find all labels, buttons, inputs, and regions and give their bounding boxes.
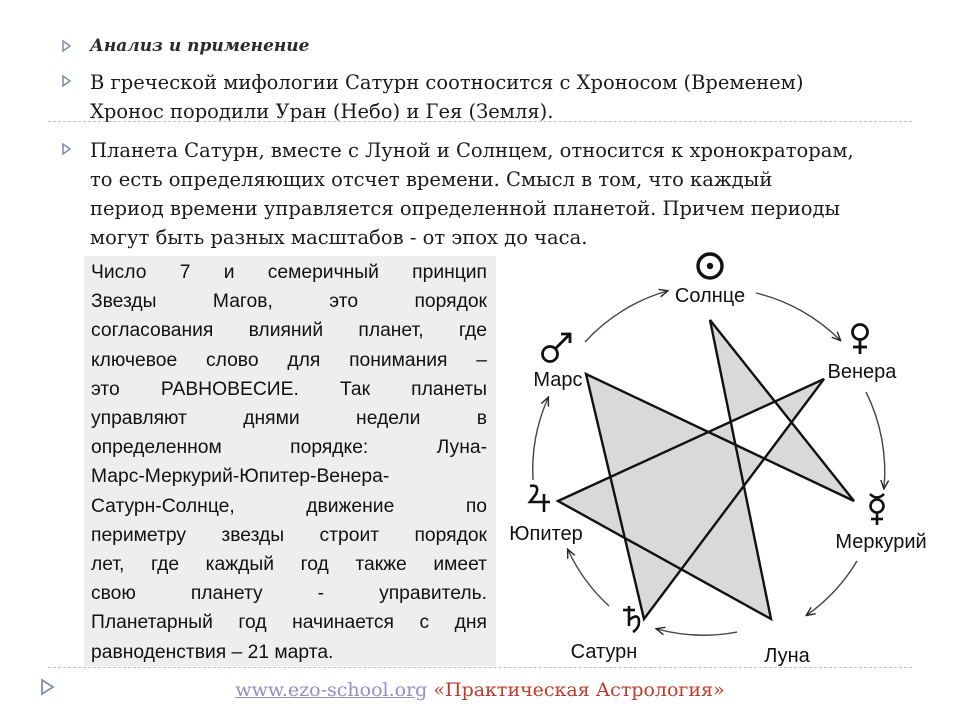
paragraph-line: свою планету - управитель. [91, 583, 487, 605]
arc-saturn-jupiter [568, 550, 609, 606]
bullet-triangle-icon [62, 143, 74, 157]
paragraph-line: ключевое слово для понимания – [91, 349, 487, 371]
planet-label-venus: Венера [827, 361, 897, 383]
paragraph-line: Планетарный год начинается с дня [91, 612, 487, 634]
bullet-line: В греческой мифологии Сатурн соотносится с Хроносом (Временем) [90, 71, 804, 94]
bullet-mythology [90, 68, 910, 126]
paragraph-line: это РАВНОВЕСИЕ. Так планеты [91, 378, 487, 400]
site-link[interactable]: www.ezo-school.org [235, 679, 428, 701]
divider [48, 121, 912, 122]
bullet-triangle-icon [62, 40, 74, 54]
bullet-line: период времени управляется определенной планетой. Причем периоды [90, 197, 841, 220]
course-title: «Практическая Астрология» [433, 679, 725, 701]
paragraph-line: лет, где каждый год также имеет [91, 554, 487, 576]
paragraph-line: согласования влияний планет, где [91, 320, 487, 342]
bullet-line: Планета Сатурн, вместе с Луной и Солнцем, относится к хронократорам, [90, 139, 854, 162]
arc-venus-mercury [866, 392, 885, 488]
sun-symbol-icon [698, 254, 722, 278]
paragraph-line: управляют днями недели в [91, 408, 487, 430]
mars-symbol-icon [543, 334, 571, 362]
paragraph-line: периметру звезды строит порядок [91, 524, 487, 546]
jupiter-symbol-icon [530, 486, 550, 512]
bullet-line: могут быть разных масштабов - от эпох до часа. [90, 226, 588, 249]
bullet-chronocrators [90, 136, 910, 252]
planet-label-mercury: Меркурий [835, 531, 927, 553]
moon-symbol-icon [777, 608, 790, 634]
seven-principle-paragraph [91, 258, 487, 667]
paragraph-line: Сатурн-Солнце, движение по [91, 495, 487, 517]
planet-label-mars: Марс [533, 369, 583, 391]
paragraph-line: Звезды Магов, это порядок [91, 291, 487, 313]
arc-jupiter-mars [533, 398, 548, 480]
saturn-symbol-icon [623, 606, 639, 632]
footer [0, 679, 960, 701]
planet-label-saturn: Сатурн [570, 641, 638, 663]
arc-mars-sun [585, 291, 667, 342]
paragraph-line: Марс-Меркурий-Юпитер-Венера- [91, 466, 390, 488]
arc-mercury-moon [807, 561, 857, 615]
planet-label-sun: Солнце [674, 285, 746, 307]
star-of-magi-diagram [500, 248, 940, 678]
arc-sun-venus [756, 293, 840, 340]
paragraph-line: равноденствия – 21 марта. [91, 641, 334, 663]
paragraph-line: Число 7 и семеричный принцип [91, 262, 487, 283]
planet-label-jupiter: Юпитер [509, 523, 583, 545]
divider [48, 667, 912, 668]
venus-symbol-icon [853, 325, 868, 355]
bullet-triangle-icon [62, 75, 74, 89]
bullet-heading: Анализ и применение [90, 36, 310, 56]
bullet-line: то есть определяющих отсчет времени. Смысл в том, что каждый [90, 168, 773, 191]
planet-label-moon: Луна [764, 645, 810, 667]
arc-moon-saturn [657, 629, 737, 635]
mercury-symbol-icon [870, 494, 884, 525]
bullet-line: Хронос породили Уран (Небо) и Гея (Земля). [90, 100, 554, 123]
paragraph-line: определенном порядке: Луна- [91, 437, 487, 459]
heptagram-star [558, 320, 854, 619]
